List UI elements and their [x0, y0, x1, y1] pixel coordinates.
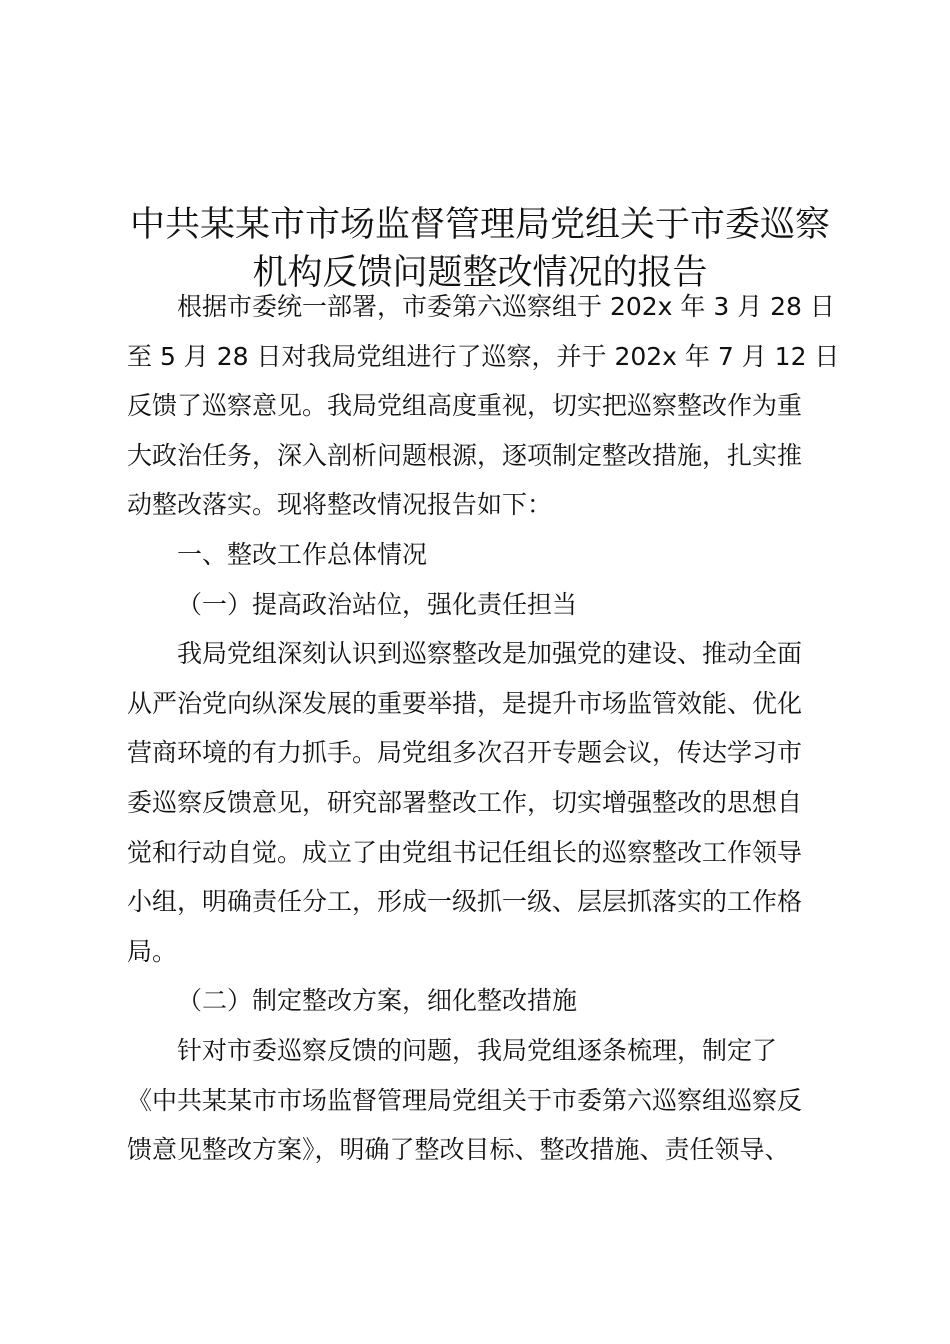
paragraph-line: 营商环境的有力抓手。局党组多次召开专题会议，传达学习市 [127, 738, 803, 768]
paragraph-line: 《中共某某市市场监督管理局党组关于市委第六巡察组巡察反 [127, 1085, 803, 1115]
paragraph-line: 动整改落实。现将整改情况报告如下： [127, 490, 553, 520]
paragraph-line: 根据市委统一部署，市委第六巡察组于 202x 年 3 月 28 日 [177, 292, 835, 321]
paragraph-line: 委巡察反馈意见，研究部署整改工作，切实增强整改的思想自 [127, 787, 803, 817]
subsection-1-paragraph [127, 629, 833, 976]
document-body [127, 282, 840, 1175]
title-line: 机构反馈问题整改情况的报告 [252, 253, 708, 294]
title-line: 中共某某市市场监督管理局党组关于市委巡察 [129, 205, 830, 246]
paragraph-line: 局。 [127, 936, 178, 966]
paragraph-line: 从严治党向纵深发展的重要举措，是提升市场监管效能、优化 [127, 688, 803, 718]
paragraph-line: 针对市委巡察反馈的问题，我局党组逐条梳理，制定了 [177, 1035, 778, 1065]
paragraph-line: 小组，明确责任分工，形成一级抓一级、层层抓落实的工作格 [127, 887, 803, 917]
paragraph-line: 觉和行动自觉。成立了由党组书记任组长的巡察整改工作领导 [127, 837, 803, 867]
paragraph-line: 反馈了巡察意见。我局党组高度重视，切实把巡察整改作为重 [127, 391, 803, 421]
intro-paragraph [127, 282, 840, 530]
subsection-heading: （二）制定整改方案，细化整改措施 [177, 986, 578, 1016]
paragraph-line: 大政治任务，深入剖析问题根源，逐项制定整改措施，扎实推 [127, 440, 803, 470]
paragraph-line: 至 5 月 28 日对我局党组进行了巡察，并于 202x 年 7 月 12 日 [127, 341, 840, 371]
subsection-heading: （一）提高政治站位，强化责任担当 [177, 589, 578, 619]
paragraph-line: 我局党组深刻认识到巡察整改是加强党的建设、推动全面 [177, 639, 803, 669]
subsection-2-paragraph [127, 1026, 833, 1175]
section-heading: 一、整改工作总体情况 [177, 539, 428, 569]
paragraph-line: 馈意见整改方案》，明确了整改目标、整改措施、责任领导、 [127, 1135, 790, 1165]
